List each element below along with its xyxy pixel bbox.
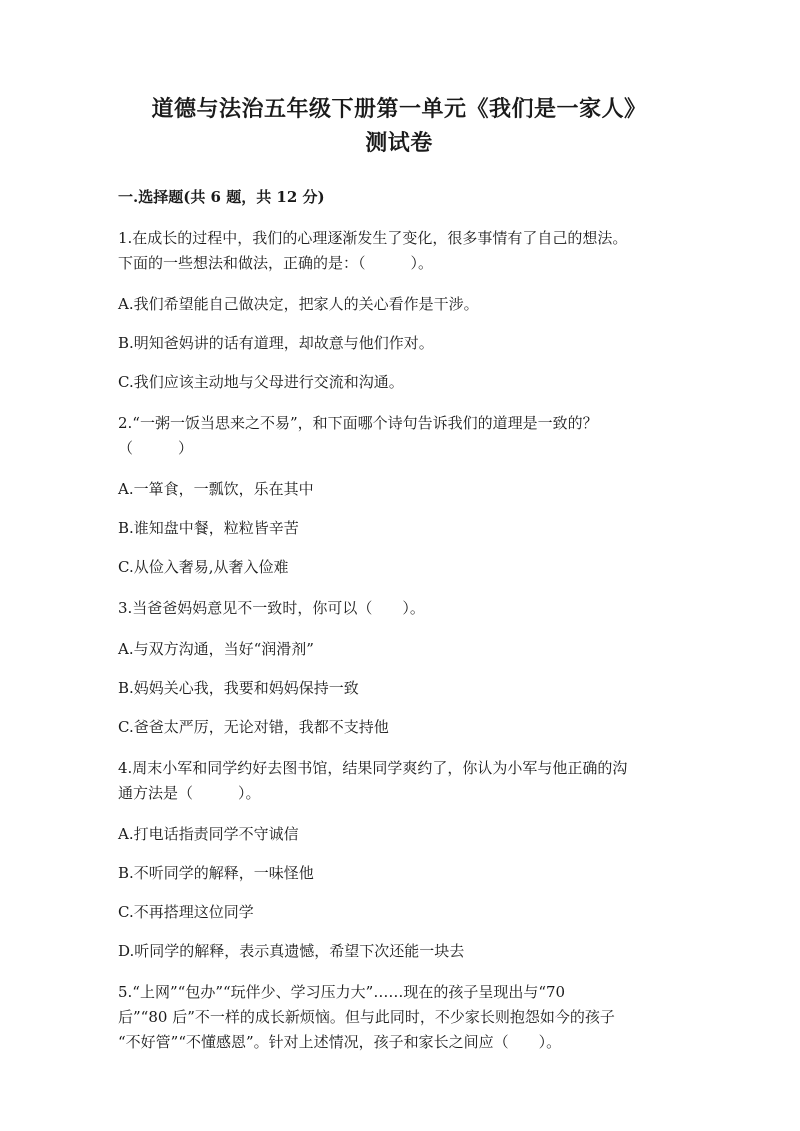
question-line: 1.在成长的过程中，我们的心理逐渐发生了变化，很多事情有了自己的想法。 xyxy=(118,229,628,247)
title-line-1: 道德与法治五年级下册第一单元《我们是一家人》 xyxy=(151,96,647,122)
question-4-option-b: B.不听同学的解释，一味怪他 xyxy=(118,864,314,882)
question-1-option-b: B.明知爸妈讲的话有道理，却故意与他们作对。 xyxy=(118,334,434,352)
question-1-option-a: A.我们希望能自己做决定，把家人的关心看作是干涉。 xyxy=(118,295,479,313)
question-line: 4.周末小军和同学约好去图书馆，结果同学爽约了，你认为小军与他正确的沟 xyxy=(118,759,628,777)
question-2-option-b: B.谁知盘中餐，粒粒皆辛苦 xyxy=(118,519,299,537)
page-title xyxy=(118,92,680,160)
question-4-text xyxy=(118,756,680,806)
question-1-option-c: C.我们应该主动地与父母进行交流和沟通。 xyxy=(118,373,404,391)
question-2-option-c: C.从俭入奢易,从奢入俭难 xyxy=(118,558,289,576)
question-4-option-d: D.听同学的解释，表示真遗憾，希望下次还能一块去 xyxy=(118,942,465,960)
question-4-option-c: C.不再搭理这位同学 xyxy=(118,903,254,921)
question-line: （ ） xyxy=(118,439,194,457)
question-4-option-a: A.打电话指责同学不守诚信 xyxy=(118,825,299,843)
question-1-text xyxy=(118,226,680,276)
question-3-option-a: A.与双方沟通，当好“润滑剂” xyxy=(118,640,314,658)
question-line: “不好管”“不懂感恩”。针对上述情况，孩子和家长之间应（ ）。 xyxy=(118,1033,562,1051)
question-line: 后”“80 后”不一样的成长新烦恼。但与此同时，不少家长则抱怨如今的孩子 xyxy=(118,1008,615,1026)
question-2-text xyxy=(118,411,680,461)
question-3-option-c: C.爸爸太严厉，无论对错，我都不支持他 xyxy=(118,718,389,736)
question-line: 2.“一粥一饭当思来之不易”，和下面哪个诗句告诉我们的道理是一致的？ xyxy=(118,414,598,432)
question-3-text xyxy=(118,596,680,621)
question-line: 5.“上网”“包办”“玩伴少、学习压力大”……现在的孩子呈现出与“70 xyxy=(118,983,566,1001)
question-2-option-a: A.一箪食，一瓢饮，乐在其中 xyxy=(118,480,314,498)
section-heading: 一.选择题(共 6 题，共 12 分) xyxy=(118,188,325,206)
question-3-option-b: B.妈妈关心我，我要和妈妈保持一致 xyxy=(118,679,359,697)
question-line: 下面的一些想法和做法，正确的是：（ ）。 xyxy=(118,254,434,272)
title-line-2: 测试卷 xyxy=(365,130,433,156)
question-line: 通方法是（ ）。 xyxy=(118,784,261,802)
question-line: 3.当爸爸妈妈意见不一致时，你可以（ ）。 xyxy=(118,599,425,617)
question-5-text xyxy=(118,980,680,1055)
